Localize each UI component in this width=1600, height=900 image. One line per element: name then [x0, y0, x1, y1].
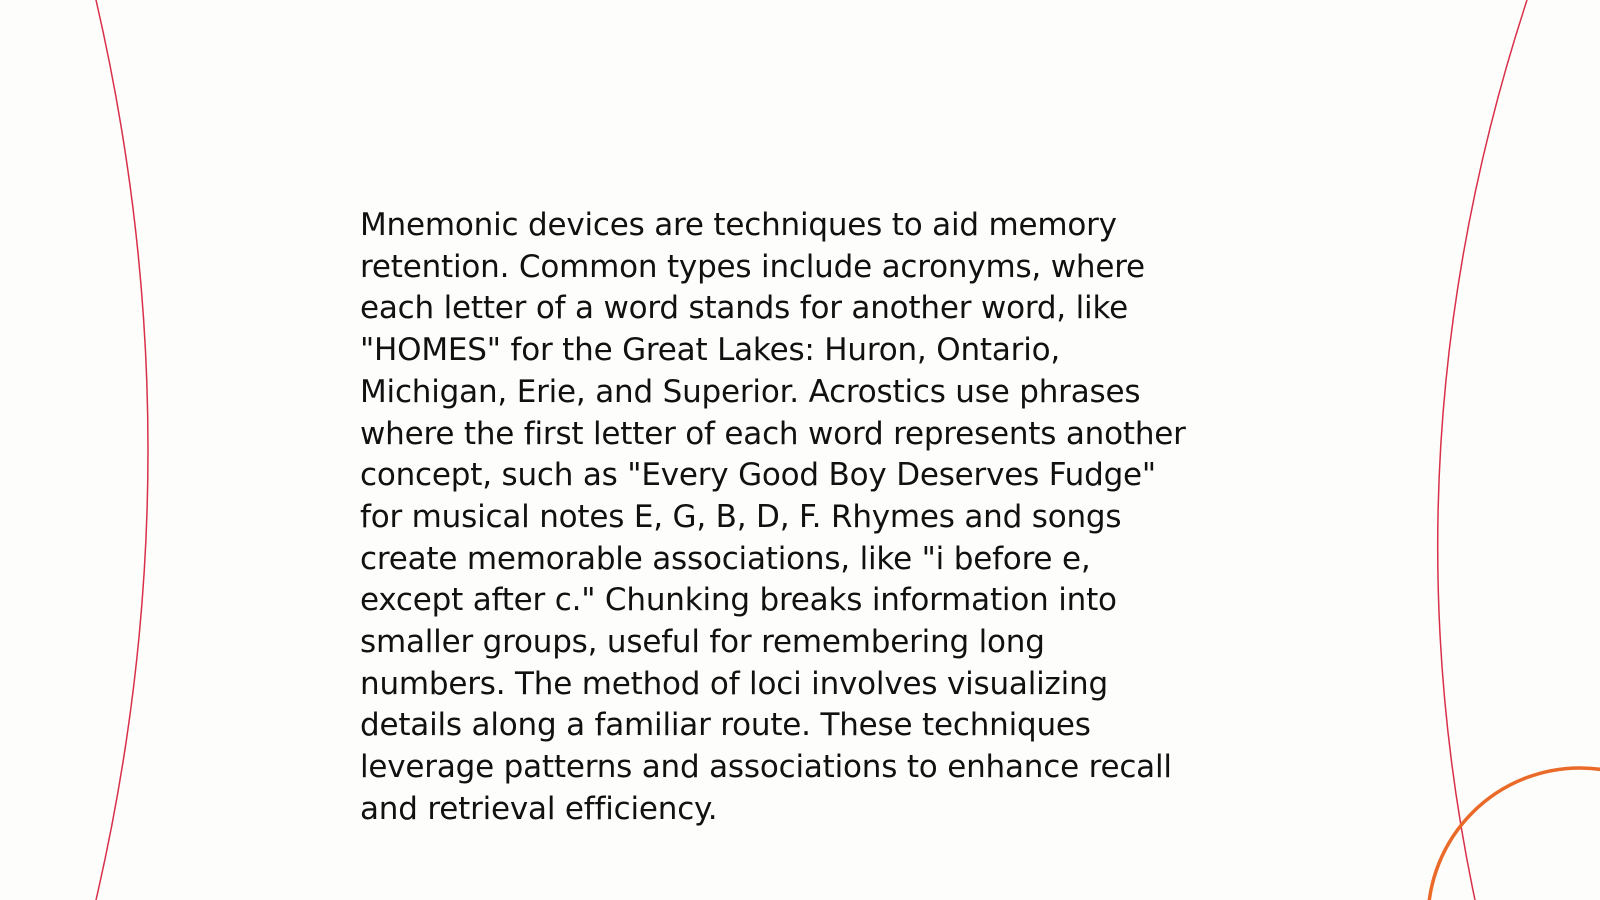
text-line: details along a familiar route. These techniques — [360, 707, 1091, 744]
text-line: concept, such as "Every Good Boy Deserves Fudge" — [360, 457, 1156, 494]
body-paragraph — [360, 205, 1260, 831]
text-line: for musical notes E, G, B, D, F. Rhymes and songs — [360, 498, 1122, 535]
text-line: retention. Common types include acronyms, where — [360, 248, 1145, 285]
text-line: and retrieval efficiency. — [360, 790, 718, 827]
left-curve-line — [96, 0, 148, 900]
orange-arc — [1428, 768, 1600, 900]
text-line: "HOMES" for the Great Lakes: Huron, Ontario, — [360, 332, 1061, 369]
text-line: leverage patterns and associations to enhance recall — [360, 749, 1172, 786]
text-line: each letter of a word stands for another word, like — [360, 290, 1128, 327]
text-line: except after c." Chunking breaks information into — [360, 582, 1117, 619]
text-line: where the first letter of each word represents another — [360, 415, 1186, 452]
text-line: create memorable associations, like "i before e, — [360, 540, 1091, 577]
text-line: Michigan, Erie, and Superior. Acrostics use phrases — [360, 373, 1141, 410]
text-line: numbers. The method of loci involves visualizing — [360, 665, 1108, 702]
right-curve-line — [1438, 0, 1527, 900]
text-line: smaller groups, useful for remembering long — [360, 624, 1045, 661]
text-line: Mnemonic devices are techniques to aid memory — [360, 207, 1117, 243]
